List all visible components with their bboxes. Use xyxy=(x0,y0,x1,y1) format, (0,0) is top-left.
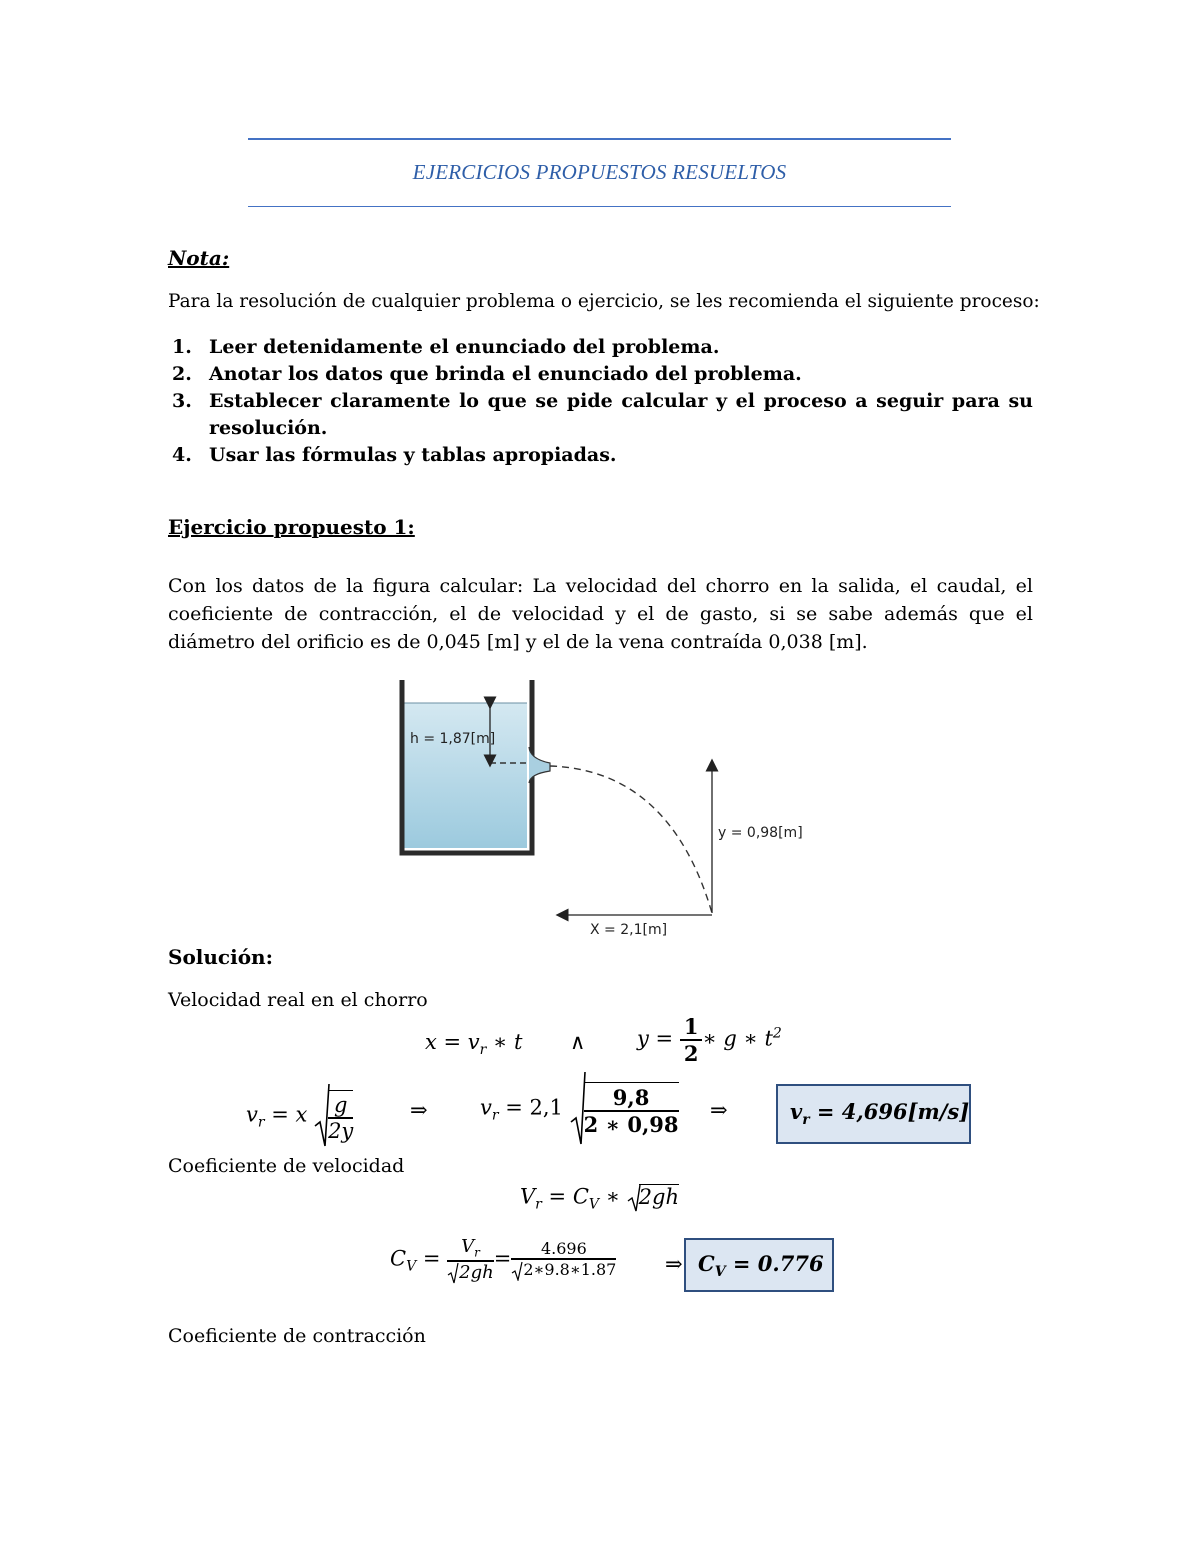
h-label: h = 1,87[m] xyxy=(410,731,496,747)
list-item: 2. Anotar los datos que brinda el enunciado del problema. xyxy=(172,363,802,385)
contraction-coefficient-label: Coeficiente de contracción xyxy=(168,1325,426,1347)
exercise-heading: Ejercicio propuesto 1: xyxy=(168,515,415,539)
process-steps xyxy=(168,334,1033,469)
equation-cv-definition: $V_r = C_V$ ∗ 2gh xyxy=(520,1184,679,1213)
logical-and-symbol: ∧ xyxy=(570,1030,586,1054)
velocity-coefficient-label: Coeficiente de velocidad xyxy=(168,1155,405,1177)
title-rule-top xyxy=(248,138,951,140)
equation-kinematics-y: y = $\frac{1}{2}$ ∗ g ∗ $t^2$ xyxy=(637,1014,782,1066)
velocity-section-label: Velocidad real en el chorro xyxy=(168,989,428,1011)
solution-heading: Solución: xyxy=(168,945,273,969)
x-label: X = 2,1[m] xyxy=(590,922,668,938)
list-item: 3. Establecer claramente lo que se pide calcular y el proceso a seguir para su resolución. xyxy=(172,390,1033,439)
implies-symbol: ⇒ xyxy=(410,1098,428,1122)
radical-sign xyxy=(447,1262,459,1284)
equation-vr-formula: $v_r = x$ $\frac{g}{2y}$ xyxy=(246,1082,353,1150)
equation-kinematics-x: $x = v_r$ ∗ t xyxy=(425,1030,523,1059)
result-cv: $C_V = 0.776$ xyxy=(698,1251,824,1281)
implies-symbol: ⇒ xyxy=(710,1098,728,1122)
tank-jet-figure xyxy=(390,675,810,940)
nota-heading: Nota: xyxy=(168,246,230,270)
equation-vr-substitution: $v_r = 2,1$ $\frac{9,8}{2 ∗ 0,98}$ xyxy=(480,1070,679,1148)
result-velocity: $v_r = 4,696[m/s]$ xyxy=(790,1099,970,1129)
y-label: y = 0,98[m] xyxy=(718,825,803,841)
radical-sign xyxy=(511,1261,523,1281)
title-rule-bottom xyxy=(248,206,951,207)
jet-trajectory xyxy=(550,766,712,913)
exercise-statement: Con los datos de la figura calcular: La velocidad del chorro en la salida, el caudal, el coeficiente de contracción, el de velocidad y el de gasto, si se sabe además que el diámetro del orificio es de 0,045 [m] y el de la vena contraída 0,038 [m]. xyxy=(168,575,1033,653)
result-cv-box xyxy=(684,1238,834,1292)
implies-symbol: ⇒ xyxy=(665,1252,683,1276)
nota-intro: Para la resolución de cualquier problema o ejercicio, se les recomienda el siguiente proceso: xyxy=(168,291,1040,312)
water-body xyxy=(402,703,527,848)
page-title: EJERCICIOS PROPUESTOS RESUELTOS xyxy=(412,160,787,184)
result-velocity-box xyxy=(776,1084,971,1144)
list-item: 1. Leer detenidamente el enunciado del problema. xyxy=(172,336,720,358)
list-item: 4. Usar las fórmulas y tablas apropiadas. xyxy=(172,444,617,466)
equation-cv-calculation: $C_V$ = $\frac{V_r}{2gh}$ = $\frac{4.696}{2∗9.8∗1.87}$ xyxy=(390,1236,617,1283)
